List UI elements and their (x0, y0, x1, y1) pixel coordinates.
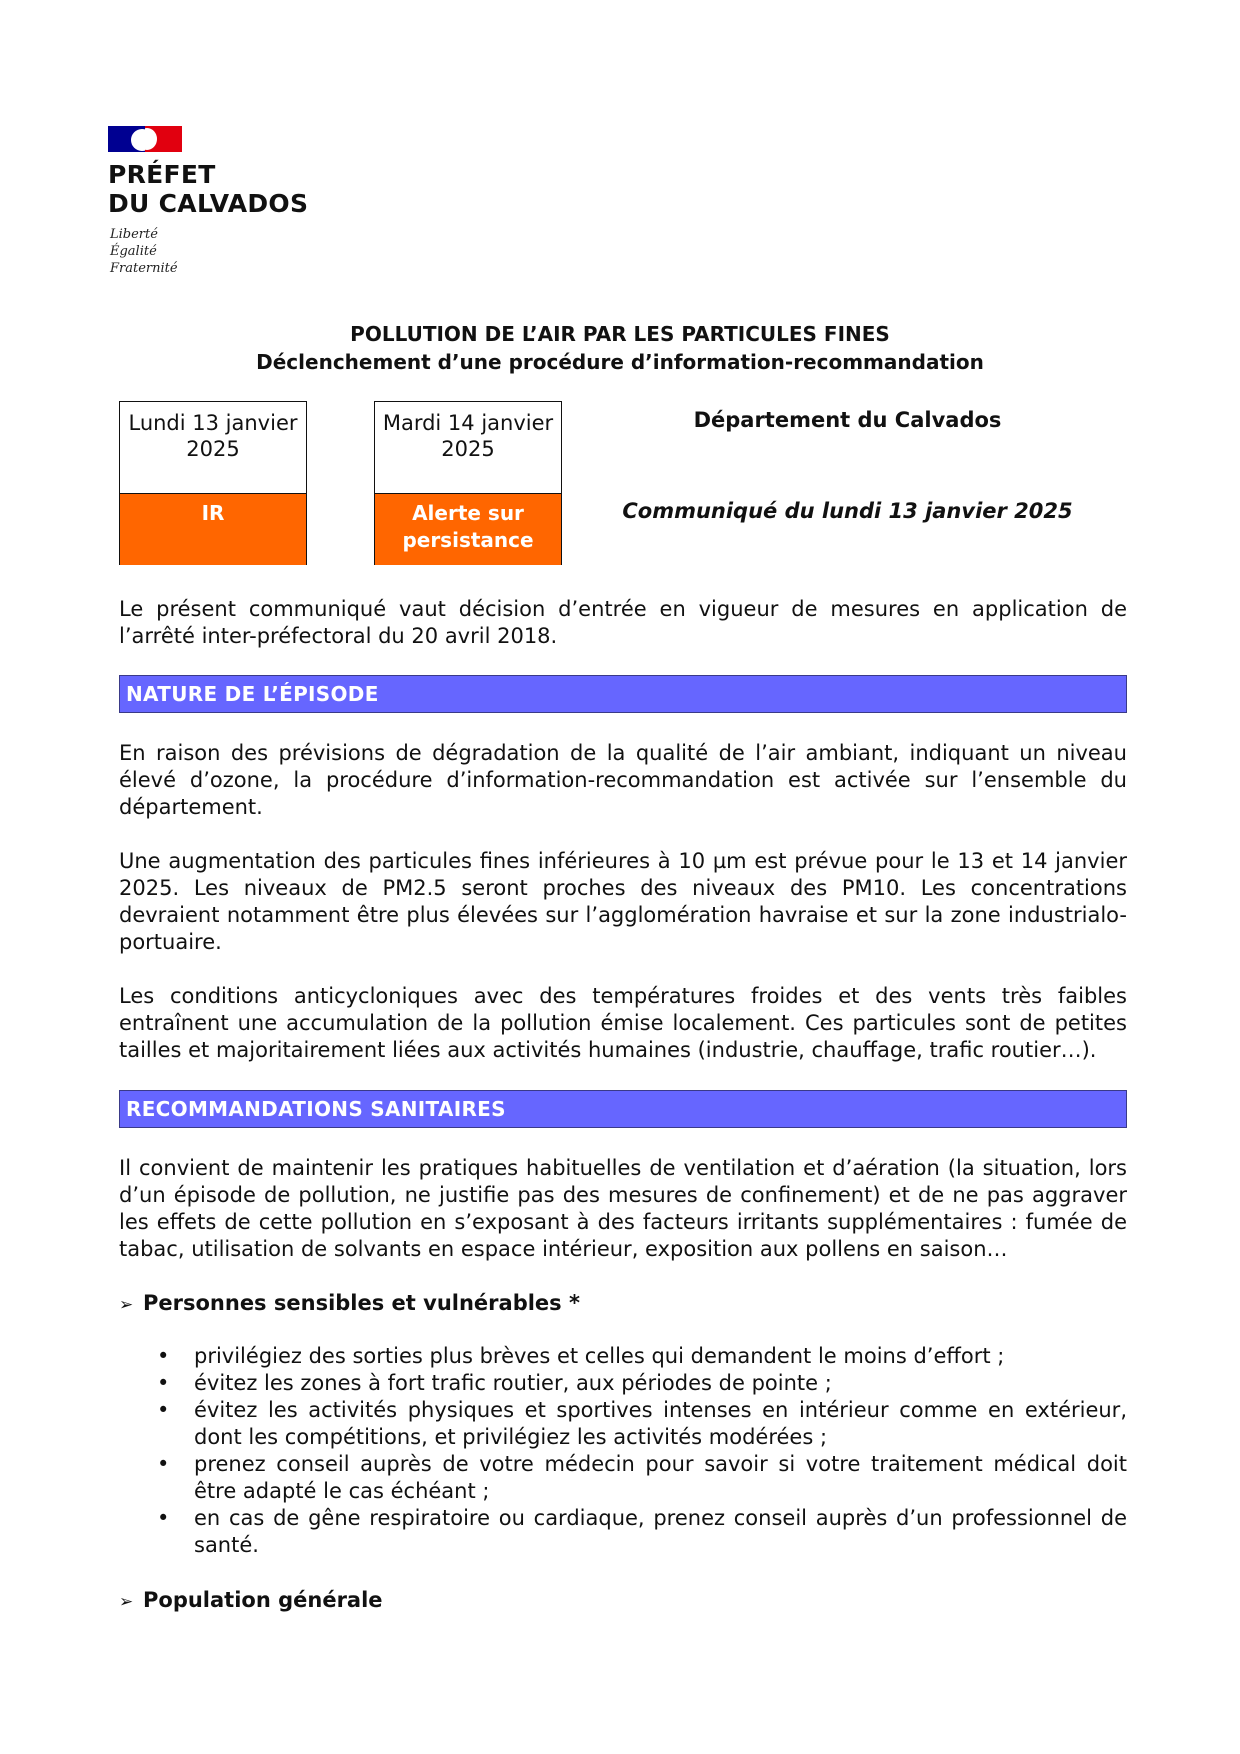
list-item: • évitez les zones à fort trafic routier, aux périodes de pointe ; (157, 1371, 832, 1395)
list-item: • prenez conseil auprès de votre médecin pour savoir si votre traitement médical doit être adapté le cas échéant ; (157, 1452, 1127, 1503)
nature-paragraph: Les conditions anticycloniques avec des températures froides et des vents très faibles entraînent une accumulation de la pollution émise localement. Ces particules sont de petites tailles et majoritairement liées aux activités humaines (industrie, chauffage, trafic routier…). (119, 984, 1127, 1062)
sensibles-list (119, 1343, 1127, 1559)
subheading-sensibles: ➢ Personnes sensibles et vulnérables * (119, 1290, 580, 1319)
arrow-bullet-icon: ➢ (119, 1295, 134, 1315)
bullet-icon: • (157, 1452, 170, 1476)
intro-paragraph: Le présent communiqué vaut décision d’entrée en vigueur de mesures en application de l’arrêté inter-préfectoral du 20 avril 2018. (119, 597, 1127, 648)
section-heading-nature: NATURE DE L’ÉPISODE (119, 675, 1127, 713)
subheading-population: ➢ Population générale (119, 1587, 383, 1616)
alert-level-badge: Alerte sur persistance (375, 494, 561, 565)
nature-paragraph: En raison des prévisions de dégradation de la qualité de l’air ambiant, indiquant un niveau élevé d’ozone, la procédure d’information-recommandation est activée sur l’ensemble du département. (119, 741, 1127, 819)
date-box-day1 (119, 401, 307, 565)
prefecture-logo (108, 126, 308, 277)
date-label: Lundi 13 janvier 2025 (120, 402, 306, 494)
bullet-icon: • (157, 1371, 170, 1395)
alert-level-badge: IR (120, 494, 306, 565)
republic-motto: Liberté Égalité Fraternité (110, 227, 178, 276)
prefecture-name: PRÉFET DU CALVADOS (108, 160, 309, 218)
department-name: Département du Calvados (693, 408, 1002, 432)
date-label: Mardi 14 janvier 2025 (375, 402, 561, 494)
section-heading-recommandations: RECOMMANDATIONS SANITAIRES (119, 1090, 1127, 1128)
date-box-day2 (374, 401, 562, 565)
arrow-bullet-icon: ➢ (119, 1592, 134, 1612)
document-subtitle: Déclenchement d’une procédure d’information-recommandation (256, 350, 984, 374)
bullet-icon: • (157, 1344, 170, 1368)
list-item: • en cas de gêne respiratoire ou cardiaque, prenez conseil auprès d’un professionnel de santé. (157, 1506, 1127, 1557)
list-item: • privilégiez des sorties plus brèves et celles qui demandent le moins d’effort ; (157, 1344, 1005, 1368)
list-item: • évitez les activités physiques et sportives intenses en intérieur comme en extérieur, dont les compétitions, et privilégiez les activités modérées ; (157, 1398, 1127, 1449)
communique-date: Communiqué du lundi 13 janvier 2025 (622, 499, 1073, 523)
bullet-icon: • (157, 1506, 170, 1530)
marianne-flag-icon (108, 126, 182, 152)
nature-paragraph: Une augmentation des particules fines inférieures à 10 µm est prévue pour le 13 et 14 janvier 2025. Les niveaux de PM2.5 seront proches des niveaux des PM10. Les concentrations devraient notamment être plus élevées sur l’agglomération havraise et sur la zone industrialo-portuaire. (119, 849, 1127, 954)
document-title: POLLUTION DE L’AIR PAR LES PARTICULES FINES (350, 322, 890, 346)
bullet-icon: • (157, 1398, 170, 1422)
recommandations-paragraph: Il convient de maintenir les pratiques habituelles de ventilation et d’aération (la situation, lors d’un épisode de pollution, ne justifie pas des mesures de confinement) et de ne pas aggraver les effets de cette pollution en s’exposant à des facteurs irritants supplémentaires : fumée de tabac, utilisation de solvants en espace intérieur, exposition aux pollens en saison… (119, 1156, 1127, 1261)
